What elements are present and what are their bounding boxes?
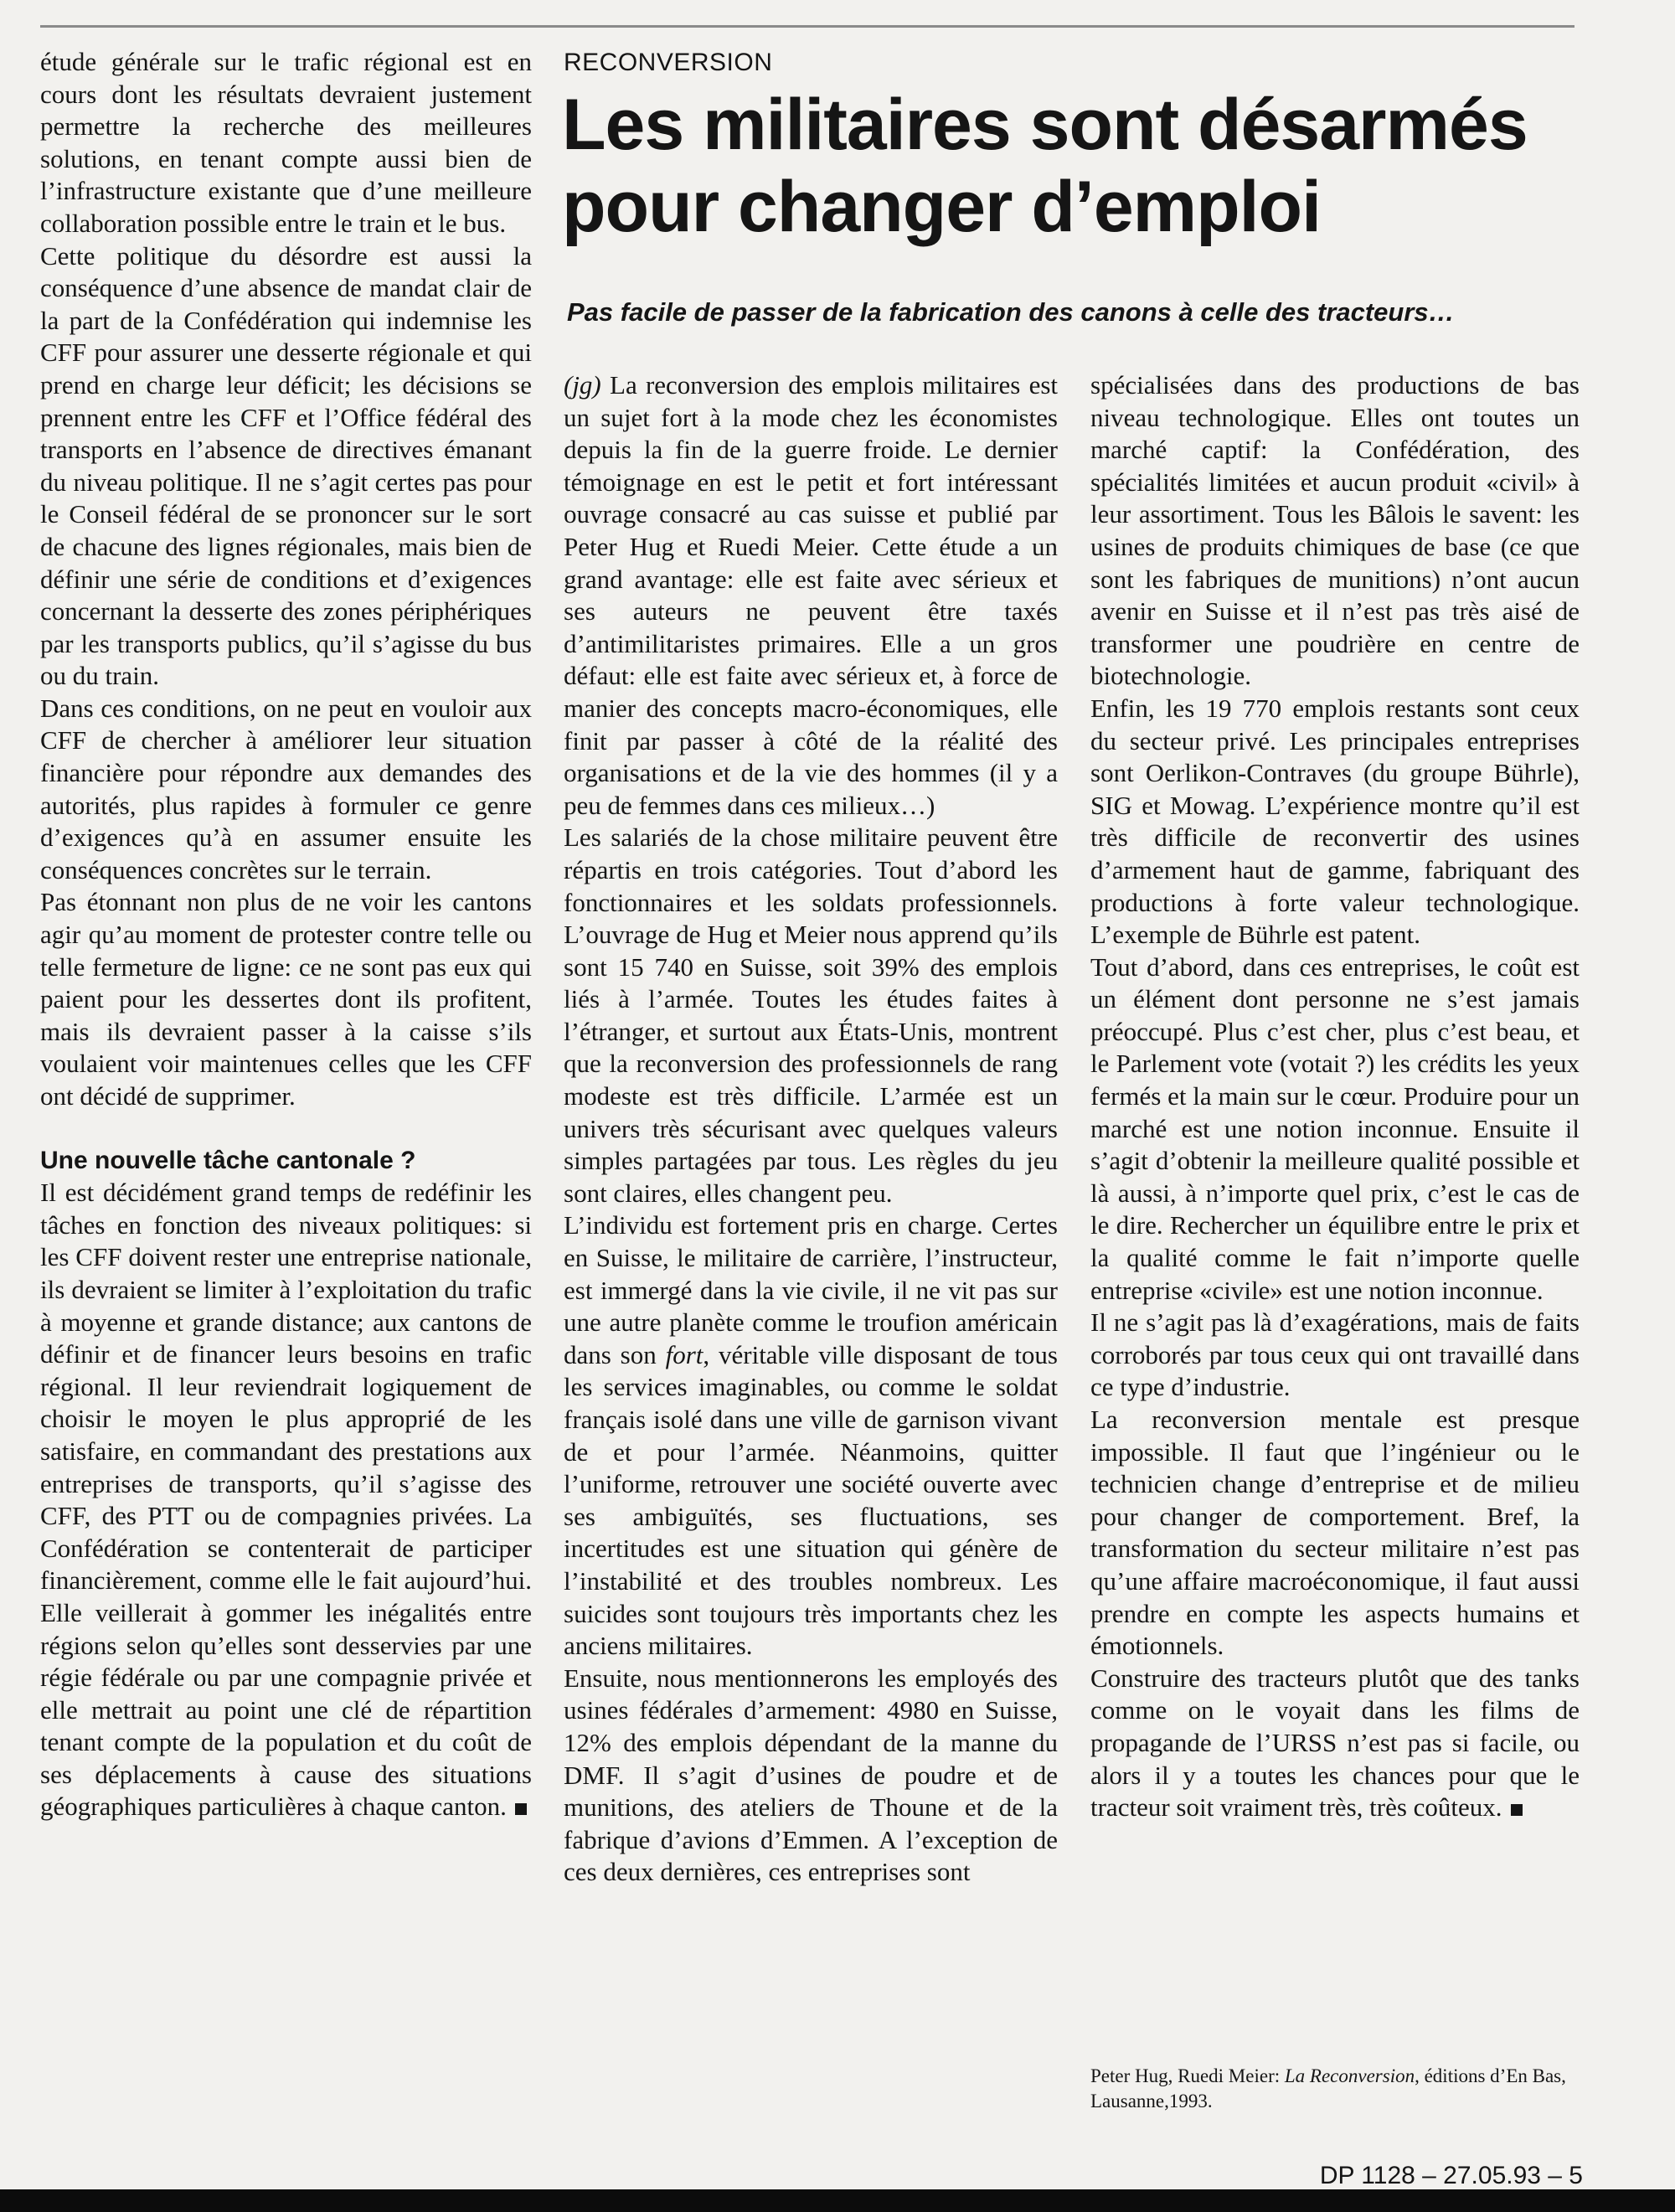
page-folio: DP 1128 – 27.05.93 – 5 [1319,2162,1583,2189]
body-paragraph [564,369,1058,822]
body-paragraph: Ensuite, nous mentionnerons les employés des usines fédérales d’armement: 4980 en Suisse, 12% des emplois dépendant de la manne du DMF. Il s’agit d’usines de poudre et de munitions, des ateliers de Thoune et de la fabrique d’avions d’Emmen. A l’exception de ces deux dernières, ces entreprises sont [564,1663,1058,1887]
scan-edge-bar [0,2189,1675,2212]
paragraph-text: Construire des tracteurs plutôt que des tanks comme on le voyait dans les films de propagande de l’URSS n’est pas si facile, ou alors il y a toutes les chances pour que le tracteur soit vraiment très, très coûteux. [1090,1663,1580,1823]
paragraph-text: , véritable ville disposant de tous les services imaginables, ou comme le soldat français isolé dans une ville de garnison vivant de et pour l’armée. Néanmoins, quitter l’uniforme, retrouver une société ouverte avec ses ambiguïtés, ses fluctuations, ses incertitudes est une situation qui génère de l’instabilité et des troubles nombreux. Les suicides sont toujours très importants chez les anciens militaires. [564,1339,1058,1661]
body-paragraph: Cette politique du désordre est aussi la conséquence d’une absence de mandat clair de la part de la Confédération qui indemnise les CFF pour assurer une desserte régionale et qui prend en charge leur déficit; les décisions se prennent entre les CFF et l’Office fédéral des transports en l’absence de directives émanant du niveau politique. Il ne s’agit certes pas pour le Conseil fédéral de se prononcer sur le sort de chacune des lignes régionales, mais bien de définir une série de conditions et d’exigences concernant la desserte des zones périphériques par les transports publics, qu’il s’agisse du bus ou du train. [40,240,532,691]
body-paragraph [1090,1663,1580,1824]
author-tag: (jg) [564,370,601,400]
left-column [40,46,532,1823]
body-paragraph: Enfin, les 19 770 emplois restants sont ceux du secteur privé. Les principales entreprises sont Oerlikon-Contraves (du groupe Bührle), SIG et Mowag. L’expérience montre qu’il est très difficile de reconvertir des usines d’armement haut de gamme, fabriquant des productions à forte valeur technologique. L’exemple de Bührle est patent. [1090,693,1580,950]
section-subhead: Une nouvelle tâche cantonale ? [40,1146,416,1174]
end-mark-icon [515,1803,527,1815]
body-paragraph [564,1209,1058,1662]
reference-publisher: , éditions d’En Bas, Lausanne,1993. [1090,2065,1566,2111]
body-paragraph: Dans ces conditions, on ne peut en vouloir aux CFF de chercher à améliorer leur situation financière pour répondre aux demandes des autorités, plus rapides à formuler ce genre d’exigences qu’à en assumer ensuite les conséquences concrètes sur le terrain. [40,693,532,884]
article-dek: Pas facile de passer de la fabrication des canons à celle des tracteurs… [567,297,1455,327]
middle-column [564,369,1058,1889]
paragraph-text: L’individu est fortement pris en charge. Certes en Suisse, le militaire de carrière, l’instructeur, est immergé dans la vie civile, il ne vit pas sur une autre planète comme le troufion américain dans son [564,1210,1058,1369]
body-paragraph: Tout d’abord, dans ces entreprises, le coût est un élément dont personne ne s’est jamais préoccupé. Plus c’est cher, plus c’est beau, et le Parlement vote (votait ?) les crédits les yeux fermés et la main sur le cœur. Produire pour un marché est une notion inconnue. Ensuite il s’agit d’obtenir la meilleure qualité possible et là aussi, à n’importe quel prix, c’est le cas de le dire. Rechercher un équilibre entre le prix et la qualité comme le fait n’importe quelle entreprise «civile» est une notion inconnue. [1090,951,1580,1305]
paragraph-text: La reconversion des emplois militaires est un sujet fort à la mode chez les économistes depuis la fin de la guerre froide. Le dernier témoignage en est le petit et fort intéressant ouvrage consacré au cas suisse et publié par Peter Hug et Ruedi Meier. Cette étude a un grand avantage: elle est faite avec sérieux et ses auteurs ne peuvent être taxés d’antimilitaristes primaires. Elle a un gros défaut: elle est faite avec sérieux et, à force de manier des concepts macro-économiques, elle finit par passer à côté de la réalité des organisations et de la vie des hommes (il y a peu de femmes dans ces milieux…) [564,370,1059,820]
body-paragraph: La reconversion mentale est presque impossible. Il faut que l’ingénieur ou le technicien change d’entreprise et de milieu pour changer de comportement. Bref, la transformation du secteur militaire n’est pas qu’une affaire macroéconomique, il faut aussi prendre en compte les aspects humains et émotionnels. [1090,1405,1580,1661]
italic-word: fort [665,1339,704,1369]
body-paragraph: Pas étonnant non plus de ne voir les cantons agir qu’au moment de protester contre telle ou telle fermeture de ligne: ce ne sont pas eux qui paient pour les dessertes dont ils profitent, mais ils devraient passer à la caisse s’ils voulaient voir maintenues celles que les CFF ont décidé de supprimer. [40,887,532,1111]
body-paragraph: spécialisées dans des productions de bas niveau technologique. Elles ont toutes un marché captif: la Confédération, des spécialités limitées et aucun produit «civil» à leur assortiment. Tous les Bâlois le savent: les usines de produits chimiques de base (ce que sont les fabriques de munitions) n’ont aucun avenir en Suisse et il n’est pas très aisé de transformer une poudrière en centre de biotechnologie. [1090,370,1580,691]
body-paragraph: Les salariés de la chose militaire peuvent être répartis en trois catégories. Tout d’abord les fonctionnaires et les soldats professionnels. L’ouvrage de Hug et Meier nous apprend qu’ils sont 15 740 en Suisse, soit 39% des emplois liés à l’armée. Toutes les études faites à l’étranger, et surtout aux États-Unis, montrent que la reconversion des professionnels de rang modeste est très difficile. L’armée est un univers très sécurisant avec quelques valeurs simples partagées par tous. Les règles du jeu sont claires, elles changent peu. [564,822,1058,1208]
book-reference [1090,2064,1580,2114]
body-paragraph: étude générale sur le trafic régional est en cours dont les résultats devraient justement permettre la recherche des meilleures solutions, en tenant compte aussi bien de l’infrastructure existante que d’une meilleure collaboration possible entre le train et le bus. [40,47,532,238]
reference-title: La Reconversion [1284,2065,1415,2086]
article-kicker: RECONVERSION [564,49,773,76]
body-paragraph: Il ne s’agit pas là d’exagérations, mais de faits corroborés par tous ceux qui ont travaillé dans ce type d’industrie. [1090,1307,1580,1402]
body-paragraph [40,1177,532,1823]
end-mark-icon [1511,1804,1523,1816]
headline-line-1: Les militaires sont désarmés [562,85,1528,165]
article-headline [562,84,1592,248]
headline-line-2: pour changer d’emploi [562,167,1321,247]
top-rule [40,25,1574,28]
right-column [1090,369,1580,1824]
reference-authors: Peter Hug, Ruedi Meier: [1090,2065,1281,2086]
paragraph-text: Il est décidément grand temps de redéfinir les tâches en fonction des niveaux politiques: si les CFF doivent rester une entreprise nationale, ils devraient se limiter à l’exploitation du trafic à moyenne et grande distance; aux cantons de définir et de financer leurs besoins en trafic régional. Il leur reviendrait logiquement de choisir le moyen le plus approprié de les satisfaire, en commandant des prestations aux entreprises de transports, qu’il s’agisse des CFF, des PTT ou de compagnies privées. La Confédération se contenterait de participer financièrement, comme elle le fait aujourd’hui. Elle veillerait à gommer les inégalités entre régions selon qu’elles sont desservies par une régie fédérale ou par une compagnie privée et elle mettrait au point une clé de répartition tenant compte de la population et du coût de ses déplacements à cause des situations géographiques particulières à chaque canton. [40,1178,532,1822]
